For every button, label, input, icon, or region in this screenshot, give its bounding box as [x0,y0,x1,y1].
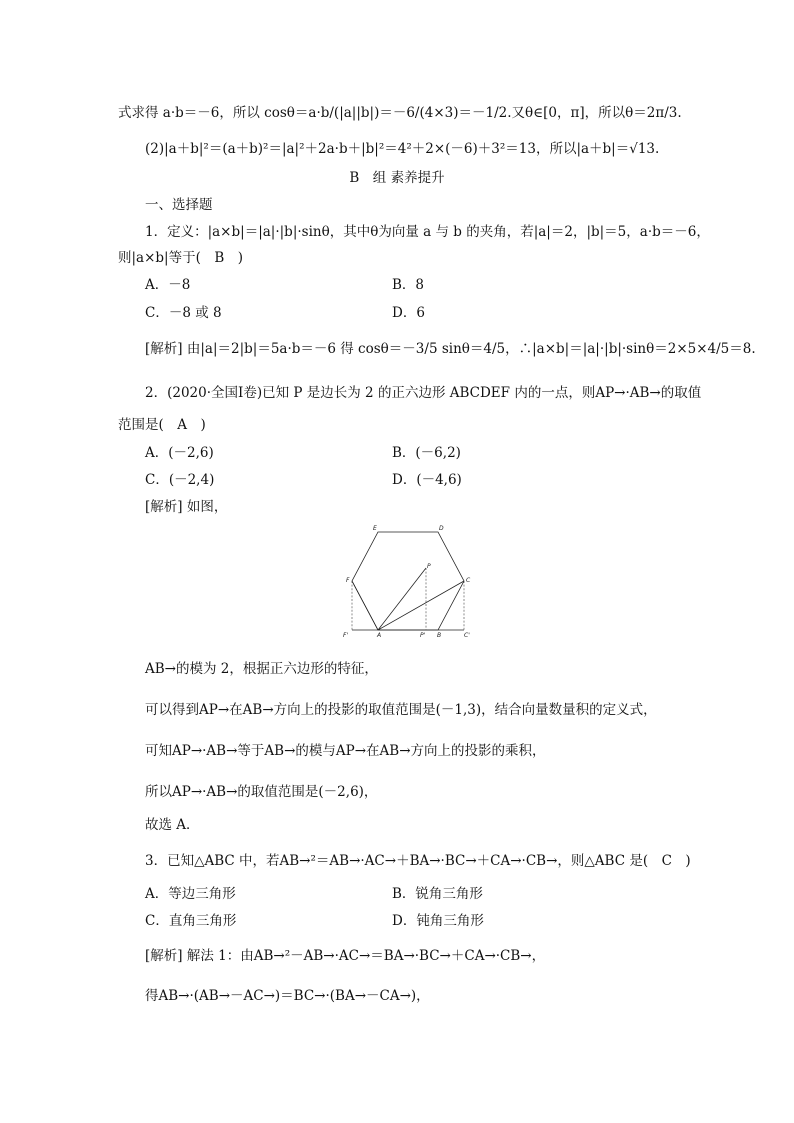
label-c-prime: C' [464,632,470,639]
label-c: C [466,577,471,584]
question-3-option-c: C．直角三角形 [145,913,237,929]
question-1-option-a: A．－8 [145,277,191,293]
label-p: P [427,563,431,570]
label-f-prime: F' [343,632,349,639]
question-2-line-2: 范围是( A ) [118,417,206,433]
question-2-option-a: A．(－2,6) [145,445,214,461]
part-title: 一、选择题 [145,197,213,213]
hexagon-figure [340,522,480,640]
question-1-option-c: C．－8 或 8 [145,305,222,321]
question-1-option-d: D．6 [392,305,425,321]
label-f: F [346,577,350,584]
label-e: E [373,525,377,532]
question-1-option-b: B．8 [392,277,425,293]
line-2: (2)|a＋b|²＝(a＋b)²＝|a|²＋2a·b＋|b|²＝4²＋2×(－6)＋3²＝13，所以|a＋b|＝√13. [145,141,660,157]
solution-step-1: AB→的模为 2，根据正六边形的特征， [145,661,378,677]
solution-tag: [解析] [145,948,183,964]
question-3-option-a: A．等边三角形 [145,886,236,902]
question-1-solution [145,340,756,358]
question-3-solution-line-2: 得AB→·(AB→－AC→)＝BC→·(BA→－CA→)， [145,988,430,1004]
label-d: D [439,525,444,532]
question-2-option-b: B．(－6,2) [392,445,461,461]
label-b: B [437,632,442,639]
section-title: B 组 素养提升 [349,170,445,186]
question-3-option-d: D．钝角三角形 [392,913,484,929]
solution-step-5: 故选 A． [145,817,200,833]
question-2-option-c: C．(－2,4) [145,472,215,488]
solution-text: 如图， [186,499,228,515]
question-3-line-1: 3．已知△ABC 中，若AB→²＝AB→·AC→＋BA→·BC→＋CA→·CB→，则△ABC 是( C ) [145,853,691,869]
label-a: A [377,632,382,639]
solution-step-4: 所以AP→·AB→的取值范围是(－2,6)， [145,784,378,800]
question-2-solution [145,498,227,516]
question-1-line-1: 1．定义：|a×b|＝|a|·|b|·sinθ，其中θ为向量 a 与 b 的夹角，若|a|＝2，|b|＝5，a·b＝－6， [145,224,710,240]
line-1: 式求得 a·b＝－6，所以 cosθ＝a·b/(|a||b|)＝－6/(4×3)＝－1/2.又θ∈[0，π]，所以θ＝2π/3. [118,105,682,121]
solution-tag: [解析] [145,341,183,357]
question-2-line-1: 2．(2020·全国Ⅰ卷)已知 P 是边长为 2 的正六边形 ABCDEF 内的一点，则AP→·AB→的取值 [145,385,702,401]
question-3-option-b: B．锐角三角形 [392,886,483,902]
solution-step-2: 可以得到AP→在AB→方向上的投影的取值范围是(－1,3)，结合向量数量积的定义式， [145,702,657,718]
solution-text: 由|a|＝2|b|＝5a·b＝－6 得 cosθ＝－3/5 sinθ＝4/5，∴|a×b|＝|a|·|b|·sinθ＝2×5×4/5＝8. [186,341,756,357]
question-1-line-2: 则|a×b|等于( B ) [118,250,244,266]
solution-text: 解法 1：由AB→²－AB→·AC→＝BA→·BC→＋CA→·CB→， [186,948,546,964]
solution-step-3: 可知AP→·AB→等于AB→的模与AP→在AB→方向上的投影的乘积， [145,743,546,759]
hexagon-outline [352,532,464,630]
question-2-option-d: D．(－4,6) [392,472,462,488]
solution-tag: [解析] [145,499,183,515]
question-3-solution [145,947,545,965]
ap-segment [378,568,426,630]
label-p-prime: P' [420,632,426,639]
fa-segment [352,581,378,630]
